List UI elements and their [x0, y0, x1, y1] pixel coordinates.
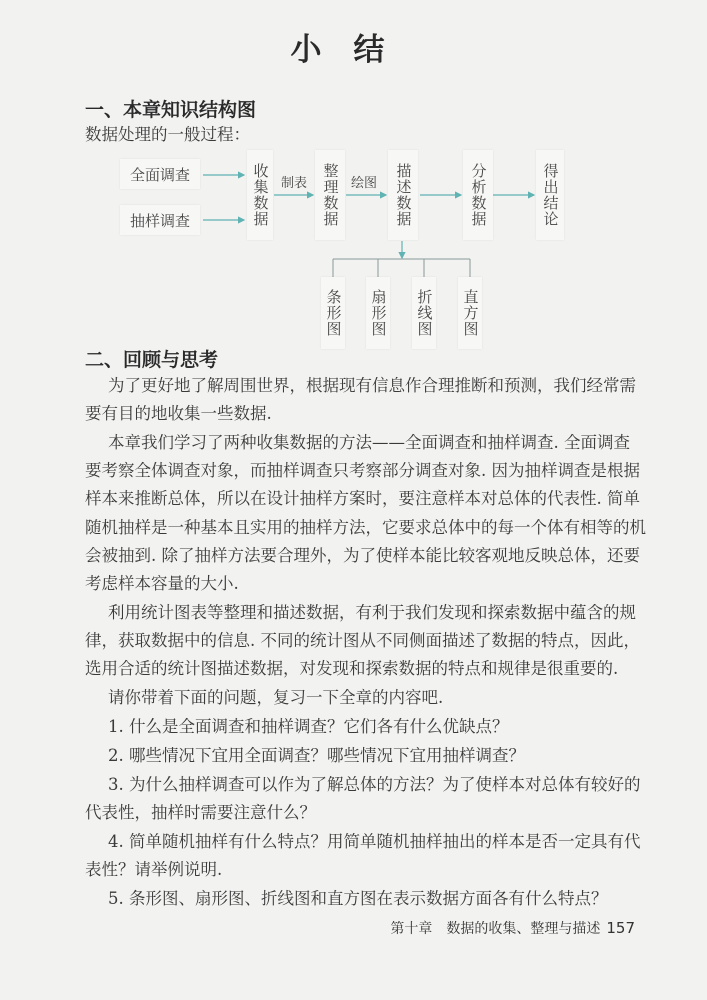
section-heading-review: 二、回顾与思考 [85, 349, 219, 371]
text-line: 要考察全体调查对象，而抽样调查只考察部分调查对象. 因为抽样调查是根据 [85, 461, 640, 480]
text-line: 5. 条形图、扇形图、折线图和直方图在表示数据方面各有什么特点？ [108, 889, 608, 908]
text-line: 请你带着下面的问题，复习一下全章的内容吧. [108, 688, 444, 707]
box-bar-chart: 条形图 [321, 277, 345, 349]
text-line: 随机抽样是一种基本且实用的抽样方法，它要求总体中的每一个体有相等的机 [85, 518, 646, 537]
box-line-chart: 折线图 [412, 277, 436, 349]
text-line: 考虑样本容量的大小. [85, 574, 239, 593]
label-draw: 绘图 [351, 176, 378, 191]
text-line: 会被抽到. 除了抽样方法要合理外，为了使样本能比较客观地反映总体，还要 [85, 546, 640, 565]
text-line: 要有目的地收集一些数据. [85, 404, 272, 423]
box-organize-data: 整理数据 [315, 150, 345, 240]
box-analyze-data: 分析数据 [463, 150, 493, 240]
box-histogram: 直方图 [458, 277, 482, 349]
chapter-title: 第十章 数据的收集、整理与描述 [390, 921, 601, 937]
text-line: 本章我们学习了两种收集数据的方法——全面调查和抽样调查. 全面调查 [108, 433, 630, 452]
box-describe-data: 描述数据 [388, 150, 418, 240]
box-sample-survey: 抽样调查 [120, 205, 200, 235]
text-line: 4. 简单随机抽样有什么特点？用简单随机抽样抽出的样本是否一定具有代 [108, 832, 641, 851]
page-title: 小结 [290, 32, 417, 68]
text-line: 选用合适的统计图描述数据，对发现和探索数据的特点和规律是很重要的. [85, 659, 619, 678]
page-footer [390, 918, 635, 938]
page-number: 157 [606, 919, 635, 937]
text-line: 利用统计图表等整理和描述数据，有利于我们发现和探索数据中蕴含的规 [108, 603, 636, 622]
text-line: 律，获取数据中的信息. 不同的统计图从不同侧面描述了数据的特点，因此， [85, 631, 640, 650]
box-conclusion: 得出结论 [536, 150, 564, 240]
text-line: 3. 为什么抽样调查可以作为了解总体的方法？为了使样本对总体有较好的 [108, 775, 641, 794]
section-heading-structure: 一、本章知识结构图 [85, 99, 257, 121]
box-full-survey: 全面调查 [120, 159, 200, 189]
box-pie-chart: 扇形图 [366, 277, 390, 349]
box-collect-data: 收集数据 [247, 150, 273, 240]
process-intro: 数据处理的一般过程： [85, 125, 250, 144]
text-line: 2. 哪些情况下宜用全面调查？哪些情况下宜用抽样调查？ [108, 746, 525, 765]
label-tabulate: 制表 [281, 176, 308, 191]
text-line: 表性？请举例说明. [85, 860, 223, 879]
text-line: 为了更好地了解周围世界，根据现有信息作合理推断和预测，我们经常需 [108, 376, 636, 395]
text-line: 代表性，抽样时需要注意什么？ [85, 803, 316, 822]
text-line: 样本来推断总体，所以在设计抽样方案时，要注意样本对总体的代表性. 简单 [85, 489, 640, 508]
text-line: 1. 什么是全面调查和抽样调查？它们各有什么优缺点？ [108, 717, 509, 736]
chart-branch-lines [333, 259, 470, 277]
